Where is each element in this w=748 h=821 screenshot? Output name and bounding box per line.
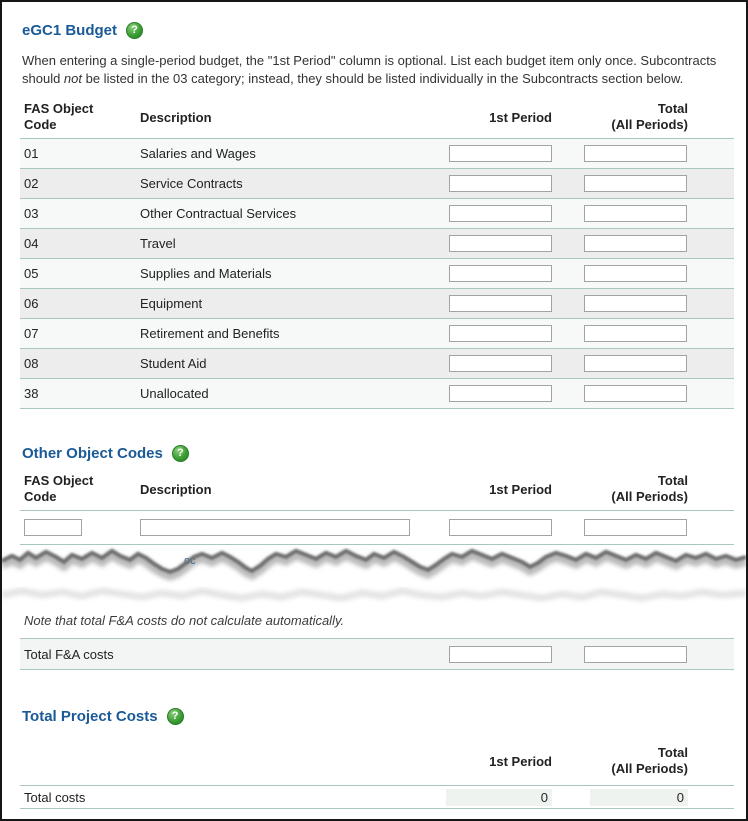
first-period-input[interactable] [449, 235, 552, 252]
total-fa-costs-row [20, 638, 734, 670]
row-description: Service Contracts [140, 176, 243, 191]
total-input[interactable] [584, 519, 687, 536]
fa-note: Note that total F&A costs do not calculate automatically. [24, 613, 345, 628]
total-input[interactable] [584, 385, 687, 402]
total-input[interactable] [584, 145, 687, 162]
fas-code: 04 [24, 236, 39, 251]
first-period-input[interactable] [449, 325, 552, 342]
budget-table-header [20, 100, 734, 139]
table-row [20, 169, 734, 199]
row-description: Equipment [140, 296, 203, 311]
total-input[interactable] [584, 175, 687, 192]
budget-instructions [22, 52, 734, 88]
fa-costs-table [20, 638, 734, 670]
total-input[interactable] [584, 235, 687, 252]
row-description: Retirement and Benefits [140, 326, 280, 341]
first-period-input[interactable] [449, 355, 552, 372]
header-fas-object-code: FAS Object Code [24, 473, 94, 504]
table-row [20, 349, 734, 379]
first-period-input[interactable] [449, 265, 552, 282]
total-input[interactable] [584, 646, 687, 663]
total-input[interactable] [584, 295, 687, 312]
fas-code: 07 [24, 326, 39, 341]
table-row [20, 319, 734, 349]
row-description: Travel [140, 236, 176, 251]
table-row [20, 289, 734, 319]
first-period-input[interactable] [449, 175, 552, 192]
intro-text-2: be listed in the 03 category; instead, they should be listed individually in the Subcontracts section below. [82, 71, 684, 86]
total-costs-row [20, 786, 734, 809]
header-total-all-periods: Total (All Periods) [611, 473, 688, 504]
other-object-codes-table [20, 472, 734, 545]
header-total-all-periods: Total (All Periods) [611, 745, 688, 776]
first-period-input[interactable] [449, 205, 552, 222]
fas-code-input[interactable] [24, 519, 82, 536]
intro-text-1: When entering a single-period budget, the "1st Period" column is optional. List each budget item only once. Subcontracts should [22, 53, 717, 86]
first-period-input[interactable] [449, 646, 552, 663]
help-icon[interactable]: ? [126, 22, 143, 39]
header-description: Description [140, 481, 212, 497]
torn-text-fragment: oc [184, 555, 196, 567]
header-description: Description [140, 109, 212, 125]
total-input[interactable] [584, 355, 687, 372]
fas-code: 02 [24, 176, 39, 191]
total-all-periods-value: 0 [590, 789, 688, 806]
first-period-input[interactable] [449, 295, 552, 312]
fas-code: 06 [24, 296, 39, 311]
description-input[interactable] [140, 519, 410, 536]
row-description: Salaries and Wages [140, 146, 256, 161]
total-project-costs-title: Total Project Costs ? [22, 708, 746, 725]
other-codes-table-header [20, 472, 734, 511]
total-input[interactable] [584, 325, 687, 342]
first-period-input[interactable] [449, 145, 552, 162]
table-row [20, 199, 734, 229]
header-fas-object-code: FAS Object Code [24, 101, 94, 132]
header-first-period: 1st Period [489, 753, 552, 769]
fa-row-label: Total F&A costs [24, 646, 114, 662]
other-code-entry-row [20, 511, 734, 545]
header-total-all-periods: Total (All Periods) [611, 101, 688, 132]
fas-code: 38 [24, 386, 39, 401]
total-costs-label: Total costs [24, 789, 86, 805]
header-first-period: 1st Period [489, 109, 552, 125]
total-input[interactable] [584, 205, 687, 222]
page-title [22, 22, 746, 39]
total-input[interactable] [584, 265, 687, 282]
totals-table-header [20, 741, 734, 786]
fas-code: 03 [24, 206, 39, 221]
table-row [20, 139, 734, 169]
other-object-codes-title: Other Object Codes ? [22, 445, 746, 462]
total-first-period-value: 0 [446, 789, 552, 806]
egc1-budget-title: eGC1 Budget [22, 22, 118, 39]
row-description: Supplies and Materials [140, 266, 272, 281]
row-description: Other Contractual Services [140, 206, 297, 221]
fas-code: 05 [24, 266, 39, 281]
total-project-costs-table [20, 741, 734, 809]
header-first-period: 1st Period [489, 481, 552, 497]
help-icon[interactable]: ? [167, 708, 184, 725]
fas-code: 08 [24, 356, 39, 371]
budget-table [20, 100, 734, 409]
intro-emphasis: not [63, 71, 82, 86]
table-row [20, 379, 734, 409]
row-description: Unallocated [140, 386, 209, 401]
table-row [20, 229, 734, 259]
first-period-input[interactable] [449, 519, 552, 536]
row-description: Student Aid [140, 356, 207, 371]
fas-code: 01 [24, 146, 39, 161]
help-icon[interactable]: ? [172, 445, 189, 462]
table-row [20, 259, 734, 289]
first-period-input[interactable] [449, 385, 552, 402]
torn-paper-divider [2, 545, 746, 607]
